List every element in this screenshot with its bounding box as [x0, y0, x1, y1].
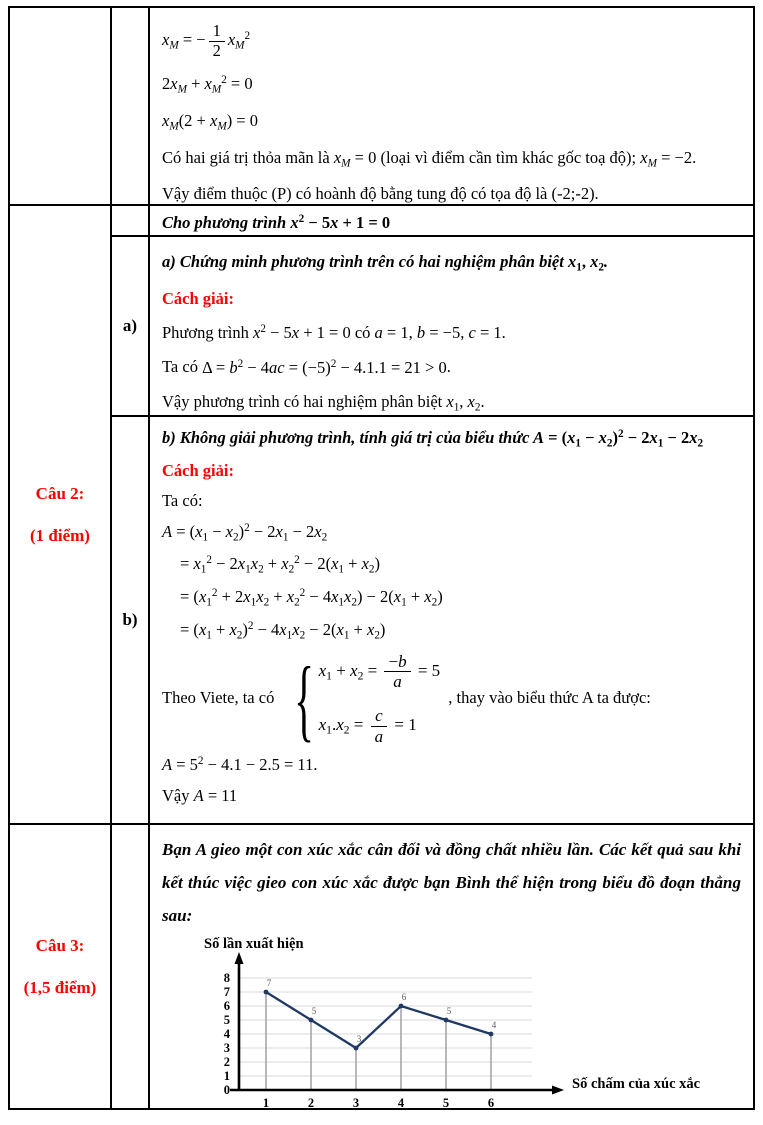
method-heading: Cách giải:: [162, 288, 234, 308]
prev-question-label-cell: [10, 8, 112, 206]
part-b-label: b): [122, 610, 138, 629]
question-3-statement: [162, 833, 741, 932]
text-line: Ta có:: [162, 491, 203, 511]
y-tick-label: 2: [223, 1055, 230, 1070]
equation-line: $x_M$ = − $\frac{1}{2}$ $x_M^2$: [162, 21, 251, 60]
text-line: Theo Viete, ta có { $x_1 + x_2$ = $\frac{-b}{a}$ = 5 $x_1.x_2$ = $\frac{c}{a}$ = 1 , thay vào biểu thức A ta được:: [162, 647, 651, 750]
x-tick-label: 4: [397, 1096, 405, 1108]
x-tick-label: 1: [262, 1096, 270, 1108]
x-axis-arrow: [552, 1086, 564, 1095]
equation-line: = $(x_1 + x_2)^2 - 4x_1x_2 - 2(x_1 + x_2)$: [180, 620, 386, 642]
x-tick-label: 3: [352, 1096, 360, 1108]
question-2-intro-part-cell: [112, 206, 150, 237]
prev-answer-content: [150, 8, 753, 206]
x-axis-title: Số chấm của xúc xắc: [572, 1076, 701, 1093]
method-heading: Cách giải:: [162, 460, 234, 480]
y-tick-label: 6: [223, 999, 230, 1014]
y-axis-title: Số lần xuất hiện: [204, 936, 304, 953]
data-point: [264, 990, 269, 995]
y-axis-arrow: [235, 952, 244, 964]
text-line: Vậy phương trình có hai nghiệm phân biệt $x_1$, $x_2$.: [162, 391, 485, 414]
y-tick-label: 0: [223, 1083, 230, 1098]
text-line: Có hai giá trị thỏa mãn là $x_M = 0$ (loại vì điểm cần tìm khác gốc toạ độ); $x_M = -2$.: [162, 147, 697, 170]
equation-line: = $(x_1^2 + 2x_1x_2 + x_2^2 - 4x_1x_2) - 2(x_1 + x_2)$: [180, 587, 443, 609]
data-point: [444, 1018, 449, 1023]
y-tick-label: 8: [223, 971, 230, 986]
part-b-label-cell: [112, 417, 150, 825]
y-tick-label: 4: [223, 1027, 230, 1042]
question-3-points: (1,5 điểm): [23, 977, 97, 997]
problem-statement: Cho phương trình $x^2 - 5x + 1 = 0$: [162, 213, 391, 233]
y-tick-label: 5: [223, 1013, 230, 1028]
point-label: 6: [401, 992, 407, 1003]
point-label: 4: [491, 1020, 497, 1031]
question-3-part-cell: [112, 825, 150, 1108]
problem-statement: a) Chứng minh phương trình trên có hai nghiệm phân biệt $x_1$, $x_2$.: [162, 252, 609, 274]
data-point: [489, 1032, 494, 1037]
text-line: Vậy A = 11: [162, 785, 238, 805]
data-point: [354, 1046, 359, 1051]
part-a-label-cell: [112, 237, 150, 417]
y-tick-label: 7: [223, 985, 230, 1000]
problem-statement: b) Không giải phương trình, tính giá trị của biểu thức $A = (x_1 - x_2)^2 - 2x_1 - 2x_2$: [162, 428, 704, 450]
y-tick-label: 3: [223, 1041, 230, 1056]
part-a-content: [150, 237, 753, 417]
equation-line: = $x_1^2 - 2x_1x_2 + x_2^2 - 2(x_1 + x_2)$: [180, 554, 381, 577]
solution-table: [8, 6, 755, 1110]
question-3-number: Câu 3:: [35, 935, 85, 955]
question-3-content: [150, 825, 753, 1108]
text-line: Ta có $\Delta = b^2 - 4ac = (-5)^2 - 4.1.1 = 21 > 0$.: [162, 357, 451, 377]
point-label: 3: [356, 1034, 362, 1045]
x-tick-label: 2: [307, 1096, 315, 1108]
point-label: 5: [311, 1006, 317, 1017]
equation-line: $x_M(2 + x_M) = 0$: [162, 110, 258, 133]
data-point: [399, 1004, 404, 1009]
prev-part-label-cell: [112, 8, 150, 206]
equation-line: $2x_M + x_M^2 = 0$: [162, 73, 253, 96]
part-a-label: a): [122, 316, 138, 335]
question-2-number: Câu 2:: [35, 483, 85, 503]
line-chart-svg: [162, 934, 743, 1108]
x-tick-label: 5: [442, 1096, 450, 1108]
data-point: [309, 1018, 314, 1023]
point-label: 5: [446, 1006, 452, 1017]
equation-line: $A = 5^2 - 4.1 - 2.5 = 11$.: [162, 755, 318, 775]
y-tick-label: 1: [223, 1069, 230, 1084]
point-label: 7: [266, 978, 272, 989]
question-2-label-cell: [10, 206, 112, 825]
text-line: Phương trình $x^2 - 5x + 1 = 0$ có a = 1, b = −5, c = 1.: [162, 322, 506, 343]
x-tick-label: 6: [487, 1096, 495, 1108]
question-3-label-cell: [10, 825, 112, 1108]
text-line: Bạn A gieo một con xúc xắc cân đối và đồng chất nhiều lần. Các kết quả sau khi kết thúc việc gieo con xúc xắc được bạn Bình thể hiện trong biểu đồ đoạn thẳng sau:: [162, 840, 741, 926]
dice-frequency-chart: [162, 934, 741, 1108]
question-2-intro: [150, 206, 753, 237]
equation-line: $A = (x_1 - x_2)^2 - 2x_1 - 2x_2$: [162, 521, 328, 544]
question-2-points: (1 điểm): [30, 525, 90, 545]
part-b-content: [150, 417, 753, 825]
text-line: Vậy điểm thuộc (P) có hoành độ bằng tung độ có tọa độ là (-2;-2).: [162, 184, 599, 204]
